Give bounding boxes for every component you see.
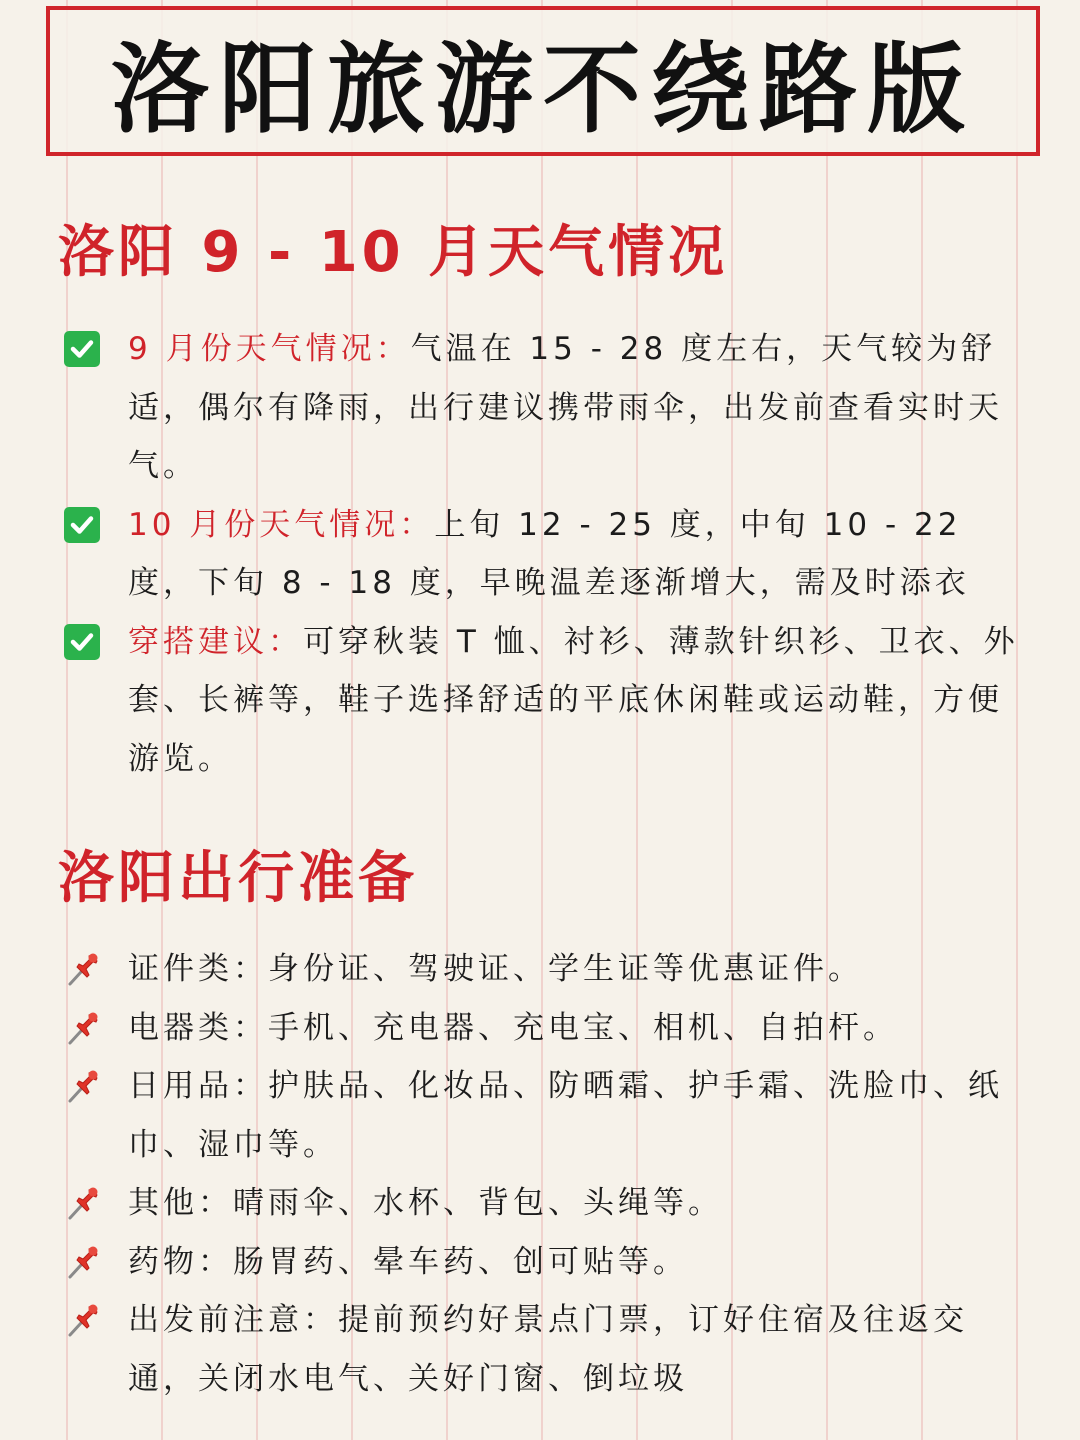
list-item (64, 496, 1024, 613)
item-text: 其他：晴雨伞、水杯、背包、头绳等。 (128, 1185, 723, 1221)
list-item (64, 940, 1024, 999)
item-text: 上旬 12 - 25 度，中旬 10 - 22 度，下旬 8 - 18 度，早晚温差逐渐增大，需及时添衣 (128, 506, 970, 601)
item-label: 10 月份天气情况： (128, 506, 435, 543)
pushpin-icon (64, 1008, 104, 1048)
weather-section-heading: 洛阳 9 - 10 月天气情况 (58, 220, 729, 285)
check-icon (64, 507, 100, 543)
item-text: 证件类：身份证、驾驶证、学生证等优惠证件。 (128, 951, 863, 987)
item-text: 药物：肠胃药、晕车药、创可贴等。 (128, 1243, 688, 1280)
check-icon (64, 624, 100, 660)
list-item (64, 1174, 1024, 1233)
pushpin-icon (64, 1183, 104, 1223)
pushpin-icon (64, 949, 104, 989)
prep-list (64, 940, 1024, 1408)
list-item (64, 999, 1024, 1058)
pushpin-icon (64, 1242, 104, 1282)
list-item (64, 1233, 1024, 1292)
list-item (64, 1291, 1024, 1408)
item-text: 出发前注意：提前预约好景点门票，订好住宿及往返交通，关闭水电气、关好门窗、倒垃圾 (128, 1302, 968, 1397)
item-label: 穿搭建议： (128, 623, 303, 660)
pushpin-icon (64, 1300, 104, 1340)
list-item (64, 320, 1024, 496)
pushpin-icon (64, 1066, 104, 1106)
title-box (46, 6, 1040, 156)
page-title: 洛阳旅游不绕路版 (110, 31, 975, 147)
item-text: 可穿秋装 T 恤、衬衫、薄款针织衫、卫衣、外套、长裤等，鞋子选择舒适的平底休闲鞋或运动鞋，方便游览。 (128, 623, 1019, 777)
item-label: 9 月份天气情况： (128, 331, 411, 367)
item-text: 电器类：手机、充电器、充电宝、相机、自拍杆。 (128, 1009, 898, 1046)
weather-list (64, 320, 1024, 788)
list-item (64, 613, 1024, 789)
list-item (64, 1057, 1024, 1174)
check-icon (64, 331, 100, 367)
item-text: 日用品：护肤品、化妆品、防晒霜、护手霜、洗脸巾、纸巾、湿巾等。 (128, 1068, 1003, 1163)
item-text: 气温在 15 - 28 度左右，天气较为舒适，偶尔有降雨，出行建议携带雨伞，出发前查看实时天气。 (128, 331, 1003, 484)
prep-section-heading: 洛阳出行准备 (58, 846, 418, 911)
